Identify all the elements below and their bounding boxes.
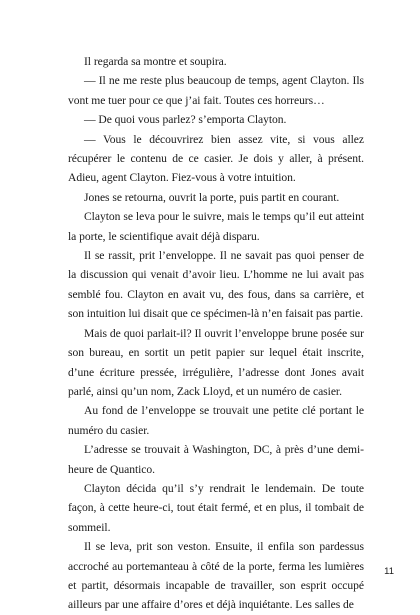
body-text (68, 52, 364, 615)
paragraph: — De quoi vous parlez? s’emporta Clayton. (84, 113, 287, 127)
paragraph: Jones se retourna, ouvrit la porte, puis partit en courant. (84, 190, 340, 204)
paragraph: — Il ne me reste plus beaucoup de temps, agent Clayton. Ils vont me tuer pour ce que j’ai fait. Toutes ces horreurs… (68, 74, 364, 107)
paragraph: Mais de quoi parlait-il? Il ouvrit l’enveloppe brune posée sur son bureau, en sortit un petit papier sur lequel était inscrite, d’une écriture pressée, irrégulière, l’adresse dont Jones avait parlé, ainsi qu’un nom, Zack Lloyd, et un numéro de casier. (68, 326, 364, 398)
paragraph: Il regarda sa montre et soupira. (84, 55, 227, 68)
paragraph: Il se rassit, prit l’enveloppe. Il ne savait pas quoi penser de la discussion qui venait d’avoir lieu. L’homme ne lui avait pas semblé fou. Clayton en avait vu, des fous, dans sa carrière, et son intuition lui disait que ce spécimen-là n’en faisait pas partie. (68, 249, 364, 321)
paragraph: L’adresse se trouvait à Washington, DC, à près d’une demi-heure de Quantico. (68, 443, 364, 476)
page-number: 11 (384, 566, 394, 577)
paragraph: Au fond de l’enveloppe se trouvait une petite clé portant le numéro du casier. (68, 404, 364, 437)
paragraph: — Vous le découvrirez bien assez vite, si vous allez récupérer le contenu de ce casier. Je dois y aller, à présent. Adieu, agent Clayton. Fiez-vous à votre intuition. (68, 132, 364, 185)
paragraph: Il se leva, prit son veston. Ensuite, il enfila son pardessus accroché au portemanteau à côté de la porte, ferma les lumières et partit, désormais incapable de travailler, son esprit occupé ailleurs par une affaire d’ores et déjà inquiétante. Les salles de (68, 540, 364, 612)
paragraph: Clayton décida qu’il s’y rendrait le lendemain. De toute façon, à cette heure-ci, tout était fermé, et en plus, il tombait de sommeil. (68, 481, 364, 534)
paragraph: Clayton se leva pour le suivre, mais le temps qu’il eut atteint la porte, le scientifique avait déjà disparu. (68, 210, 364, 243)
